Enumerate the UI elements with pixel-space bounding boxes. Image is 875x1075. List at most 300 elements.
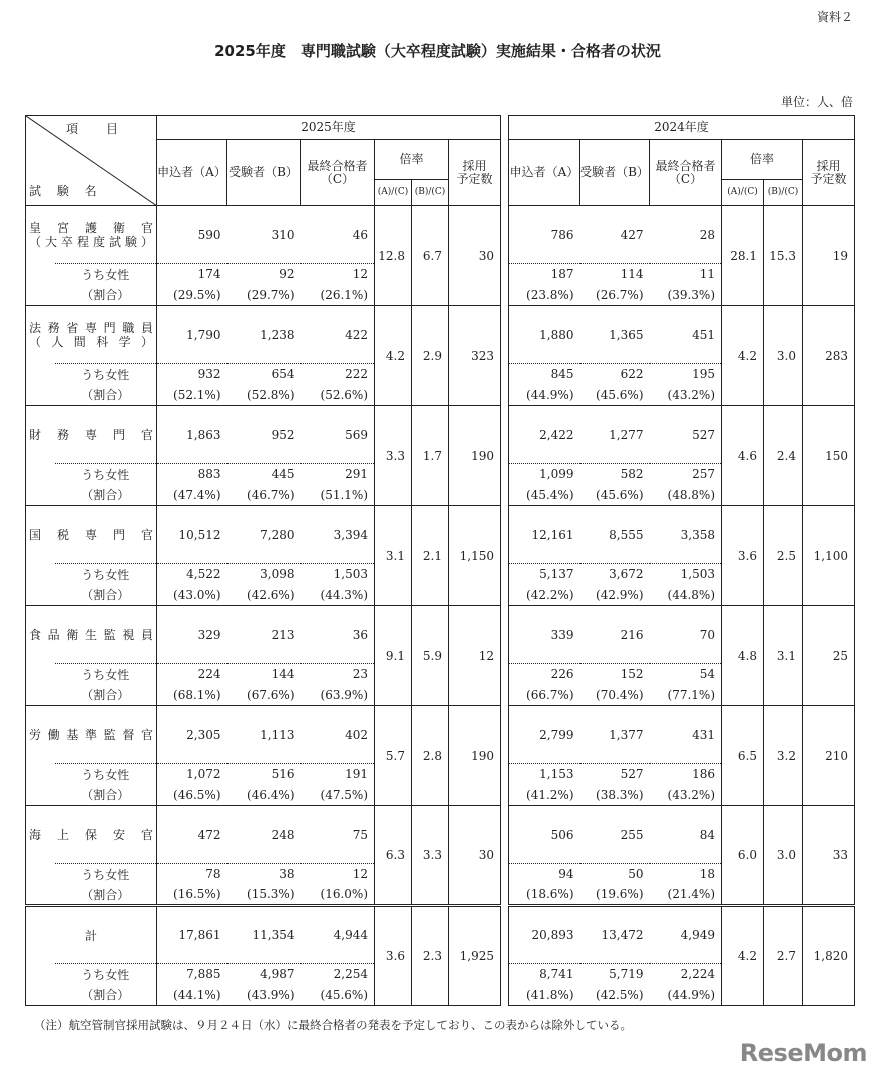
header-applicants-2024: 申込者（A） <box>509 140 580 206</box>
y2024-hiring: 150 <box>803 406 855 506</box>
y2025-pct-value: (52.8%) <box>247 387 295 402</box>
y2025-women-value: 7,885 <box>157 964 227 985</box>
y2024-ratio-bc: 2.5 <box>764 506 803 606</box>
y2025-women-value: 92 <box>227 264 301 285</box>
y2025-women-value: 191 <box>301 764 375 785</box>
y2025-pct-value: (63.9%) <box>301 685 375 706</box>
y2024-women-value: 1,503 <box>650 564 722 585</box>
section-gap <box>501 685 509 706</box>
y2025-hiring: 30 <box>449 206 501 306</box>
exam-name-spacer <box>26 485 55 506</box>
y2025-pct-value: (16.5%) <box>173 887 221 902</box>
y2025-total-value: 329 <box>157 606 227 664</box>
section-gap <box>501 506 509 564</box>
exam-name: 労働基準監督官 <box>29 727 153 742</box>
y2024-ratio-ac: 6.5 <box>722 706 764 806</box>
y2025-women-value: 4,987 <box>227 964 301 985</box>
y2025-pct-value: (16.0%) <box>301 885 375 906</box>
y2025-pct-value: (47.4%) <box>173 487 221 502</box>
y2024-pct-value: (44.9%) <box>650 985 722 1006</box>
y2025-total-value: 310 <box>227 206 301 264</box>
y2024-ratio-bc: 3.1 <box>764 606 803 706</box>
y2024-pct-value: (38.3%) <box>596 787 644 802</box>
y2025-pct-value: (45.6%) <box>301 985 375 1006</box>
y2025-ratio-ac: 4.2 <box>375 306 412 406</box>
exam-subname: （大卒程度試験） <box>29 234 153 249</box>
table-row <box>26 706 855 764</box>
y2024-women-value: 582 <box>580 464 650 485</box>
y2025-total-value: 11,354 <box>227 906 301 964</box>
results-table <box>25 115 855 1006</box>
resemom-logo: ReseMom <box>739 1039 867 1067</box>
y2025-pct-value: (46.5%) <box>173 787 221 802</box>
women-label: うち女性 <box>55 964 157 985</box>
exam-name-cell <box>26 406 157 464</box>
y2025-pct-value: (44.1%) <box>157 985 227 1006</box>
y2025-women-value: 224 <box>157 664 227 685</box>
y2024-women-value: 54 <box>650 664 722 685</box>
section-gap <box>501 264 509 285</box>
y2024-ratio-ac: 4.2 <box>722 906 764 1006</box>
exam-name-spacer <box>26 285 55 306</box>
section-gap <box>501 764 509 785</box>
y2024-pct-value: (39.3%) <box>650 285 722 306</box>
exam-name-spacer <box>26 364 55 385</box>
y2025-women-value: 174 <box>157 264 227 285</box>
y2024-women-value: 152 <box>580 664 650 685</box>
y2024-women-value: 11 <box>650 264 722 285</box>
y2024-total-value: 506 <box>509 806 580 864</box>
women-label: うち女性 <box>55 764 157 785</box>
exam-name-spacer <box>26 985 55 1006</box>
y2024-ratio-ac: 3.6 <box>722 506 764 606</box>
exam-name-spacer <box>26 764 55 785</box>
women-label: うち女性 <box>55 864 157 885</box>
y2025-women-value: 38 <box>227 864 301 885</box>
y2024-total-value: 8,555 <box>580 506 650 564</box>
section-gap <box>501 785 509 806</box>
exam-name-spacer <box>26 964 55 985</box>
section-gap <box>501 885 509 906</box>
section-gap <box>501 306 509 364</box>
y2025-ratio-bc: 2.1 <box>412 506 449 606</box>
y2025-ratio-ac: 3.1 <box>375 506 412 606</box>
header-year-2025: 2025年度 <box>157 116 501 140</box>
y2025-women-value: 3,098 <box>227 564 301 585</box>
y2025-pct-value: (46.7%) <box>247 487 295 502</box>
y2024-total-value: 1,880 <box>509 306 580 364</box>
y2025-total-value: 569 <box>301 406 375 464</box>
exam-name-cell <box>26 306 157 364</box>
section-gap <box>501 964 509 985</box>
y2025-women-value: 12 <box>301 264 375 285</box>
section-gap <box>501 906 509 964</box>
exam-name-spacer <box>26 264 55 285</box>
y2024-women-value: 5,719 <box>580 964 650 985</box>
section-gap <box>501 464 509 485</box>
y2024-total-value: 431 <box>650 706 722 764</box>
y2024-hiring: 283 <box>803 306 855 406</box>
section-gap <box>501 606 509 664</box>
header-ratio-bc-2024: (B)/(C) <box>764 180 803 206</box>
section-gap <box>501 806 509 864</box>
y2024-pct-value: (41.8%) <box>509 985 580 1006</box>
y2024-hiring: 210 <box>803 706 855 806</box>
document-label: 資料２ <box>816 10 853 24</box>
women-label: うち女性 <box>55 264 157 285</box>
exam-name-spacer <box>26 685 55 706</box>
y2024-pct-value: (45.4%) <box>509 485 580 506</box>
y2024-total-value: 84 <box>650 806 722 864</box>
table-row <box>26 606 855 664</box>
y2024-ratio-bc: 15.3 <box>764 206 803 306</box>
y2024-ratio-ac: 6.0 <box>722 806 764 906</box>
y2024-pct-value: (42.5%) <box>580 985 650 1006</box>
exam-name-cell <box>26 506 157 564</box>
y2025-women-value: 445 <box>227 464 301 485</box>
section-gap <box>501 116 509 206</box>
y2024-total-value: 2,799 <box>509 706 580 764</box>
y2025-total-value: 1,238 <box>227 306 301 364</box>
y2024-total-value: 527 <box>650 406 722 464</box>
y2024-total-value: 255 <box>580 806 650 864</box>
y2024-hiring: 25 <box>803 606 855 706</box>
y2025-women-value: 654 <box>227 364 301 385</box>
share-label: （割合） <box>55 385 157 406</box>
y2024-pct-value: (43.2%) <box>650 785 722 806</box>
y2025-ratio-ac: 6.3 <box>375 806 412 906</box>
y2025-total-value: 952 <box>227 406 301 464</box>
y2025-women-value: 78 <box>157 864 227 885</box>
y2024-pct-value: (18.6%) <box>509 885 580 906</box>
y2024-women-value: 187 <box>509 264 580 285</box>
y2025-total-value: 75 <box>301 806 375 864</box>
exam-name-spacer <box>26 564 55 585</box>
y2025-hiring: 1,150 <box>449 506 501 606</box>
y2025-total-value: 7,280 <box>227 506 301 564</box>
section-gap <box>501 285 509 306</box>
y2025-women-value: 144 <box>227 664 301 685</box>
exam-name: 法務省専門職員 <box>29 320 153 335</box>
y2025-total-value: 36 <box>301 606 375 664</box>
y2025-pct-value: (67.6%) <box>247 687 295 702</box>
y2024-hiring: 1,820 <box>803 906 855 1006</box>
y2025-ratio-bc: 3.3 <box>412 806 449 906</box>
y2024-women-value: 195 <box>650 364 722 385</box>
header-exam-name: 試 験 名 <box>29 184 103 198</box>
y2024-pct-value: (42.9%) <box>596 587 644 602</box>
y2024-pct-value: (43.2%) <box>650 385 722 406</box>
header-ratio-ac-2025: (A)/(C) <box>375 180 412 206</box>
women-label: うち女性 <box>55 564 157 585</box>
y2025-total-value: 2,305 <box>157 706 227 764</box>
y2025-pct-value: (51.1%) <box>301 485 375 506</box>
exam-name-spacer <box>26 785 55 806</box>
exam-name: 皇宮護衛官 <box>29 220 153 235</box>
y2025-pct-value: (43.0%) <box>173 587 221 602</box>
y2025-total-value: 17,861 <box>157 906 227 964</box>
exam-name-spacer <box>26 385 55 406</box>
y2025-women-value: 516 <box>227 764 301 785</box>
table-row <box>26 306 855 364</box>
exam-name-spacer <box>26 885 55 906</box>
y2024-total-value: 339 <box>509 606 580 664</box>
y2024-pct-value: (70.4%) <box>596 687 644 702</box>
exam-name-cell <box>26 806 157 864</box>
y2024-women-value: 226 <box>509 664 580 685</box>
exam-subname: （人間科学） <box>29 334 153 349</box>
y2024-pct-value: (44.8%) <box>650 585 722 606</box>
y2024-pct-value: (48.8%) <box>650 485 722 506</box>
y2024-ratio-bc: 2.4 <box>764 406 803 506</box>
section-gap <box>501 706 509 764</box>
y2024-total-value: 12,161 <box>509 506 580 564</box>
y2024-total-value: 2,422 <box>509 406 580 464</box>
y2024-total-value: 786 <box>509 206 580 264</box>
y2025-ratio-bc: 6.7 <box>412 206 449 306</box>
y2024-women-value: 257 <box>650 464 722 485</box>
header-final-passers-2025: 最終合格者 （C） <box>301 140 375 206</box>
y2024-women-value: 186 <box>650 764 722 785</box>
y2024-women-value: 114 <box>580 264 650 285</box>
y2025-ratio-ac: 5.7 <box>375 706 412 806</box>
exam-name-spacer <box>26 464 55 485</box>
y2025-total-value: 248 <box>227 806 301 864</box>
y2025-pct-value: (52.6%) <box>301 385 375 406</box>
y2024-pct-value: (66.7%) <box>509 685 580 706</box>
table-row <box>26 806 855 864</box>
exam-name: 食品衛生監視員 <box>29 627 153 642</box>
y2024-pct-value: (19.6%) <box>596 887 644 902</box>
y2025-total-value: 472 <box>157 806 227 864</box>
y2025-total-value: 10,512 <box>157 506 227 564</box>
y2024-ratio-bc: 3.0 <box>764 306 803 406</box>
y2024-women-value: 527 <box>580 764 650 785</box>
header-item: 項 目 <box>65 122 126 136</box>
y2025-women-value: 1,072 <box>157 764 227 785</box>
y2024-hiring: 1,100 <box>803 506 855 606</box>
header-hiring-2025: 採用 予定数 <box>449 140 501 206</box>
y2025-pct-value: (29.7%) <box>247 287 295 302</box>
y2024-ratio-bc: 2.7 <box>764 906 803 1006</box>
header-applicants-2025: 申込者（A） <box>157 140 227 206</box>
exam-name-spacer <box>26 664 55 685</box>
y2025-total-value: 1,863 <box>157 406 227 464</box>
header-examinees-2024: 受験者（B） <box>580 140 650 206</box>
y2025-pct-value: (47.5%) <box>301 785 375 806</box>
header-final-passers-2024: 最終合格者 （C） <box>650 140 722 206</box>
y2024-pct-value: (42.2%) <box>509 585 580 606</box>
women-label: うち女性 <box>55 364 157 385</box>
y2024-women-value: 2,224 <box>650 964 722 985</box>
share-label: （割合） <box>55 485 157 506</box>
y2025-total-value: 1,790 <box>157 306 227 364</box>
y2025-total-value: 402 <box>301 706 375 764</box>
y2024-women-value: 94 <box>509 864 580 885</box>
page-title: 2025年度 専門職試験（大卒程度試験）実施結果・合格者の状況 <box>214 42 661 60</box>
exam-name-cell <box>26 906 157 964</box>
footnote: （注）航空管制官採用試験は、９月２４日（水）に最終合格者の発表を予定しており、この表からは除外している。 <box>34 1018 632 1032</box>
y2025-total-value: 213 <box>227 606 301 664</box>
header-ratio-2025: 倍率 <box>375 140 449 180</box>
y2024-total-value: 20,893 <box>509 906 580 964</box>
y2025-ratio-ac: 3.6 <box>375 906 412 1006</box>
exam-name-spacer <box>26 585 55 606</box>
exam-name-cell <box>26 706 157 764</box>
y2024-pct-value: (45.6%) <box>596 487 644 502</box>
header-hiring-2024: 採用 予定数 <box>803 140 855 206</box>
y2024-total-value: 3,358 <box>650 506 722 564</box>
y2024-women-value: 50 <box>580 864 650 885</box>
y2024-total-value: 216 <box>580 606 650 664</box>
section-gap <box>501 406 509 464</box>
y2025-total-value: 46 <box>301 206 375 264</box>
share-label: （割合） <box>55 785 157 806</box>
y2024-total-value: 1,277 <box>580 406 650 464</box>
y2024-pct-value: (44.9%) <box>509 385 580 406</box>
y2024-women-value: 8,741 <box>509 964 580 985</box>
y2024-pct-value: (45.6%) <box>596 387 644 402</box>
y2025-hiring: 190 <box>449 706 501 806</box>
y2024-pct-value: (23.8%) <box>509 285 580 306</box>
y2024-hiring: 33 <box>803 806 855 906</box>
header-ratio-ac-2024: (A)/(C) <box>722 180 764 206</box>
y2025-women-value: 1,503 <box>301 564 375 585</box>
y2024-ratio-ac: 28.1 <box>722 206 764 306</box>
share-label: （割合） <box>55 685 157 706</box>
share-label: （割合） <box>55 585 157 606</box>
y2025-ratio-bc: 5.9 <box>412 606 449 706</box>
table-row <box>26 406 855 464</box>
exam-name-spacer <box>26 864 55 885</box>
women-label: うち女性 <box>55 664 157 685</box>
y2025-women-value: 883 <box>157 464 227 485</box>
exam-name: 国税専門官 <box>29 527 153 542</box>
section-gap <box>501 206 509 264</box>
y2024-total-value: 1,377 <box>580 706 650 764</box>
exam-name-cell <box>26 206 157 264</box>
y2025-total-value: 1,113 <box>227 706 301 764</box>
y2024-women-value: 5,137 <box>509 564 580 585</box>
y2024-pct-value: (41.2%) <box>509 785 580 806</box>
y2025-ratio-bc: 2.3 <box>412 906 449 1006</box>
section-gap <box>501 485 509 506</box>
y2025-ratio-bc: 2.9 <box>412 306 449 406</box>
y2025-pct-value: (29.5%) <box>173 287 221 302</box>
y2024-ratio-bc: 3.2 <box>764 706 803 806</box>
share-label: （割合） <box>55 285 157 306</box>
y2024-total-value: 28 <box>650 206 722 264</box>
y2025-ratio-ac: 9.1 <box>375 606 412 706</box>
y2024-ratio-ac: 4.6 <box>722 406 764 506</box>
y2025-hiring: 1,925 <box>449 906 501 1006</box>
y2025-pct-value: (44.3%) <box>301 585 375 606</box>
y2025-pct-value: (46.4%) <box>247 787 295 802</box>
y2025-women-value: 222 <box>301 364 375 385</box>
header-examinees-2025: 受験者（B） <box>227 140 301 206</box>
header-ratio-2024: 倍率 <box>722 140 803 180</box>
y2024-women-value: 3,672 <box>580 564 650 585</box>
exam-name-cell <box>26 606 157 664</box>
y2024-total-value: 427 <box>580 206 650 264</box>
y2025-ratio-bc: 1.7 <box>412 406 449 506</box>
y2024-women-value: 18 <box>650 864 722 885</box>
y2024-women-value: 622 <box>580 364 650 385</box>
section-gap <box>501 585 509 606</box>
y2024-women-value: 1,153 <box>509 764 580 785</box>
y2025-ratio-bc: 2.8 <box>412 706 449 806</box>
table-row <box>26 206 855 264</box>
y2024-ratio-ac: 4.2 <box>722 306 764 406</box>
header-corner-cell <box>26 116 157 206</box>
y2025-pct-value: (52.1%) <box>173 387 221 402</box>
y2025-pct-value: (68.1%) <box>173 687 221 702</box>
section-gap <box>501 564 509 585</box>
y2025-pct-value: (42.6%) <box>247 587 295 602</box>
header-ratio-bc-2025: (B)/(C) <box>412 180 449 206</box>
y2025-total-value: 422 <box>301 306 375 364</box>
y2024-pct-value: (21.4%) <box>650 885 722 906</box>
y2025-women-value: 932 <box>157 364 227 385</box>
unit-label: 単位：人、倍 <box>780 95 853 109</box>
section-gap <box>501 664 509 685</box>
y2025-women-value: 12 <box>301 864 375 885</box>
y2025-total-value: 590 <box>157 206 227 264</box>
y2025-women-value: 4,522 <box>157 564 227 585</box>
y2024-total-value: 13,472 <box>580 906 650 964</box>
section-gap <box>501 364 509 385</box>
y2024-total-value: 4,949 <box>650 906 722 964</box>
y2025-ratio-ac: 3.3 <box>375 406 412 506</box>
section-gap <box>501 864 509 885</box>
y2025-hiring: 12 <box>449 606 501 706</box>
y2025-women-value: 291 <box>301 464 375 485</box>
y2024-hiring: 19 <box>803 206 855 306</box>
header-year-2024: 2024年度 <box>509 116 855 140</box>
women-label: うち女性 <box>55 464 157 485</box>
y2024-total-value: 451 <box>650 306 722 364</box>
y2024-ratio-bc: 3.0 <box>764 806 803 906</box>
exam-name: 計 <box>84 928 97 943</box>
y2024-women-value: 1,099 <box>509 464 580 485</box>
y2025-pct-value: (26.1%) <box>301 285 375 306</box>
y2025-women-value: 2,254 <box>301 964 375 985</box>
y2025-total-value: 3,394 <box>301 506 375 564</box>
y2024-pct-value: (26.7%) <box>596 287 644 302</box>
y2025-hiring: 323 <box>449 306 501 406</box>
share-label: （割合） <box>55 985 157 1006</box>
share-label: （割合） <box>55 885 157 906</box>
table-row <box>26 506 855 564</box>
y2025-women-value: 23 <box>301 664 375 685</box>
exam-name: 財務専門官 <box>29 427 153 442</box>
y2025-hiring: 190 <box>449 406 501 506</box>
section-gap <box>501 385 509 406</box>
y2024-pct-value: (77.1%) <box>650 685 722 706</box>
section-gap <box>501 985 509 1006</box>
y2024-total-value: 70 <box>650 606 722 664</box>
y2025-pct-value: (15.3%) <box>247 887 295 902</box>
y2024-women-value: 845 <box>509 364 580 385</box>
y2024-total-value: 1,365 <box>580 306 650 364</box>
y2025-hiring: 30 <box>449 806 501 906</box>
exam-name: 海上保安官 <box>29 827 153 842</box>
table-row <box>26 906 855 964</box>
y2025-pct-value: (43.9%) <box>227 985 301 1006</box>
y2024-ratio-ac: 4.8 <box>722 606 764 706</box>
y2025-ratio-ac: 12.8 <box>375 206 412 306</box>
y2025-total-value: 4,944 <box>301 906 375 964</box>
